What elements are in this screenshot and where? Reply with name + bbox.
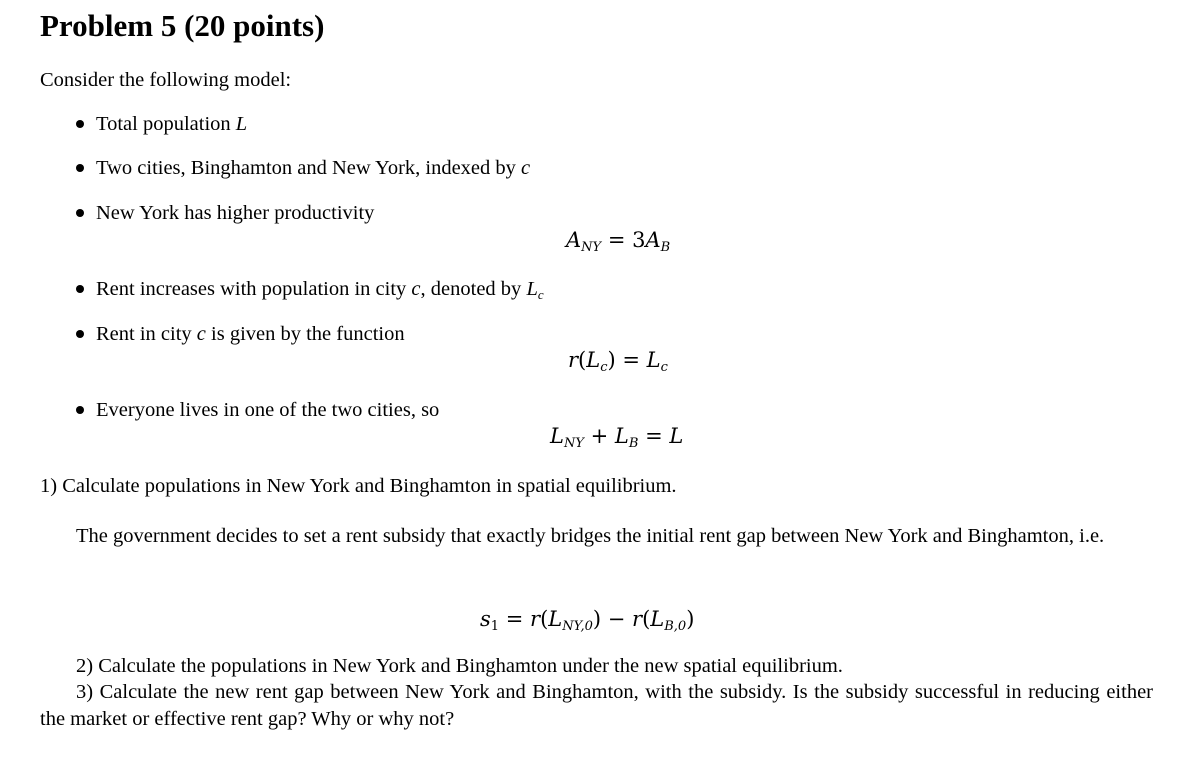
math-op: ( xyxy=(540,607,549,631)
math-op: = 3 xyxy=(601,228,646,252)
math-var: r xyxy=(632,607,643,631)
math-sub: NY xyxy=(563,436,584,451)
math-sub: c xyxy=(537,287,544,302)
math-sub: 1 xyxy=(490,619,500,634)
math-op: + xyxy=(583,424,615,448)
bullet-text: is given by the function xyxy=(205,323,405,345)
math-op: = xyxy=(638,424,670,448)
math-sub: B,0 xyxy=(664,619,687,634)
math-var-letter: L xyxy=(526,278,538,300)
bullet-text: Total population xyxy=(96,113,236,135)
question-1: 1) Calculate populations in New York and Binghamton in spatial equilibrium. xyxy=(40,475,677,497)
math-var: r xyxy=(530,607,541,631)
math-var: L xyxy=(550,424,564,448)
math-var: c xyxy=(521,157,531,179)
intro-text: Consider the following model: xyxy=(40,69,292,91)
math-op: ) = xyxy=(607,348,647,372)
equation-productivity xyxy=(566,228,671,255)
math-var: c xyxy=(411,278,421,300)
bullet-dot xyxy=(76,330,84,338)
math-var: L xyxy=(669,424,684,448)
math-sub: c xyxy=(660,360,668,375)
bullet-productivity: New York has higher productivity xyxy=(96,202,375,224)
math-var: L xyxy=(586,348,601,372)
problem-title: Problem 5 (20 points) xyxy=(40,8,325,43)
bullet-text: , denoted by xyxy=(420,278,527,300)
math-var: L xyxy=(614,424,629,448)
math-op: ) xyxy=(686,607,695,631)
math-var: L xyxy=(235,113,248,135)
math-sub: NY,0 xyxy=(562,619,593,634)
equation-population xyxy=(550,424,684,451)
math-var: r xyxy=(568,348,579,372)
math-var: L xyxy=(548,607,563,631)
bullet-dot xyxy=(76,406,84,414)
question-2: 2) Calculate the populations in New York and Binghamton under the new spatial equilibrium. xyxy=(76,655,843,677)
equation-rent xyxy=(568,348,668,375)
math-op: ) − xyxy=(592,607,633,631)
bullet-dot xyxy=(76,209,84,217)
bullet-everyone-lives: Everyone lives in one of the two cities, so xyxy=(96,399,440,421)
subsidy-paragraph: The government decides to set a rent subsidy that exactly bridges the initial rent gap between New York and Binghamton, i.e. xyxy=(76,525,1105,547)
math-sub: c xyxy=(600,360,608,375)
bullet-text: Two cities, Binghamton and New York, indexed by xyxy=(96,157,522,179)
bullet-rent-increases xyxy=(96,279,544,300)
bullet-dot xyxy=(76,285,84,293)
math-var: L xyxy=(650,607,665,631)
math-sub: NY xyxy=(581,240,602,255)
bullet-dot xyxy=(76,120,84,128)
math-op: = xyxy=(499,607,531,631)
bullet-total-population xyxy=(96,114,247,135)
math-var: L xyxy=(646,348,661,372)
bullet-rent-function xyxy=(96,324,405,345)
math-var: s xyxy=(480,607,491,631)
bullet-text: Rent in city xyxy=(96,323,197,345)
math-var: c xyxy=(196,323,206,345)
equation-subsidy xyxy=(480,607,695,634)
math-var: A xyxy=(645,228,661,252)
math-sub: B xyxy=(660,240,671,255)
math-var xyxy=(526,278,543,300)
bullet-text: Rent increases with population in city xyxy=(96,278,412,300)
math-var: A xyxy=(566,228,582,252)
question-3: 3) Calculate the new rent gap between New York and Binghamton, with the subsidy. Is the subsidy successful in reducing either the market or effective rent gap? Why or why not? xyxy=(40,681,1153,730)
math-op: ( xyxy=(642,607,651,631)
math-op: ( xyxy=(578,348,587,372)
bullet-two-cities xyxy=(96,158,530,179)
math-sub: B xyxy=(628,436,639,451)
bullet-dot xyxy=(76,164,84,172)
